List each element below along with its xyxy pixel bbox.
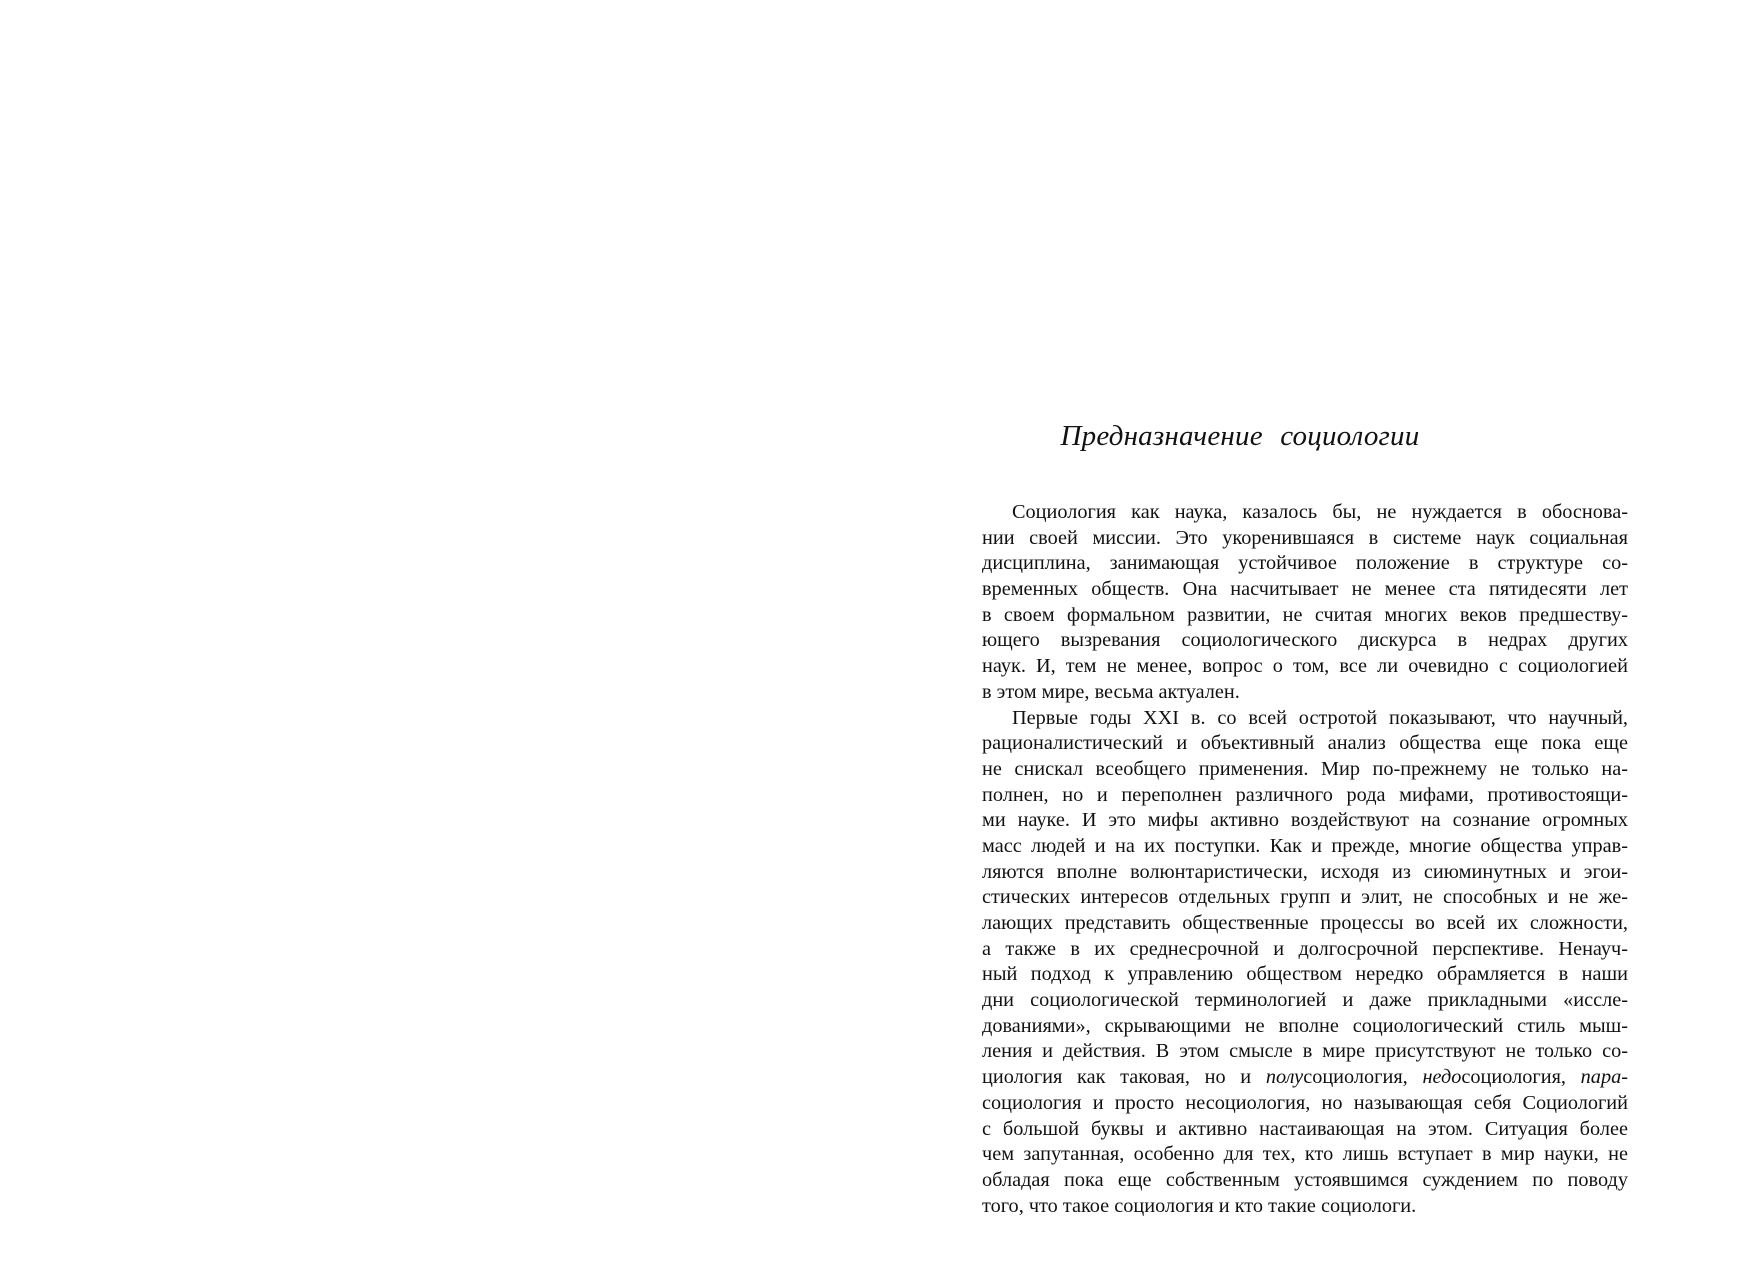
text-segment: социология, bbox=[1303, 1066, 1423, 1089]
text-line bbox=[982, 1065, 1628, 1091]
text-line: обладая пока еще собственным устоявшимся суждением по поводу bbox=[982, 1168, 1628, 1191]
text-line: лающих представить общественные процессы во всей их сложности, bbox=[982, 912, 1628, 934]
italic-prefix: недо bbox=[1422, 1066, 1462, 1089]
text-line: Первые годы XXI в. со всей остротой показывают, что научный, bbox=[1012, 706, 1628, 729]
text-line: а также в их среднесрочной и долгосрочной перспективе. Ненауч- bbox=[982, 937, 1628, 960]
text-line: чем запутанная, особенно для тех, кто лишь вступает в мир науки, не bbox=[982, 1143, 1628, 1166]
body-text bbox=[982, 500, 1628, 1219]
text-line: полнен, но и переполнен различного рода мифами, противостоящи- bbox=[982, 783, 1628, 806]
text-line: масс людей и на их поступки. Как и прежде, многие общества управ- bbox=[982, 834, 1628, 857]
text-line: Социология как наука, казалось бы, не нуждается в обоснова- bbox=[1012, 501, 1628, 523]
text-line: ми науке. И это мифы активно воздействуют на сознание огромных bbox=[982, 809, 1628, 832]
text-line: того, что такое социология и кто такие социологи. bbox=[982, 1194, 1417, 1217]
text-line: ющего вызревания социологического дискурса в недрах других bbox=[982, 629, 1628, 652]
text-segment: циология как таковая, но и bbox=[982, 1066, 1266, 1089]
text-line: в этом мире, весьма актуален. bbox=[982, 680, 1240, 703]
text-line: нии своей миссии. Это укоренившаяся в системе наук социальная bbox=[982, 526, 1628, 549]
italic-prefix: полу bbox=[1265, 1066, 1304, 1089]
text-line: дованиями», скрывающими не вполне социологический стиль мыш- bbox=[982, 1014, 1628, 1037]
text-segment: социология, bbox=[1461, 1066, 1581, 1089]
text-line: ления и действия. В этом смысле в мире присутствуют не только со- bbox=[982, 1040, 1628, 1063]
text-line: ляются вполне волюнтаристически, исходя из сиюминутных и эгои- bbox=[982, 860, 1628, 883]
text-line: не снискал всеобщего применения. Мир по-прежнему не только на- bbox=[982, 757, 1628, 780]
right-page bbox=[870, 0, 1740, 1288]
text-segment: - bbox=[1621, 1066, 1628, 1089]
text-line: дни социологической терминологией и даже прикладными «иссле- bbox=[982, 989, 1628, 1012]
text-line: дисциплина, занимающая устойчивое положение в структуре со- bbox=[982, 552, 1628, 575]
text-line: в своем формальном развитии, не считая многих веков предшеству- bbox=[982, 603, 1628, 626]
italic-prefix: пара bbox=[1580, 1066, 1622, 1089]
text-line: временных обществ. Она насчитывает не менее ста пятидесяти лет bbox=[982, 578, 1628, 601]
text-line: ный подход к управлению обществом нередко обрамляется в наши bbox=[982, 963, 1628, 986]
text-line: стических интересов отдельных групп и элит, не способных и не же- bbox=[982, 886, 1628, 909]
text-line: наук. И, тем не менее, вопрос о том, все ли очевидно с социологией bbox=[982, 655, 1628, 678]
text-line: рационалистический и объективный анализ общества еще пока еще bbox=[982, 732, 1628, 755]
text-line: с большой буквы и активно настаивающая на этом. Ситуация более bbox=[982, 1117, 1628, 1140]
text-line: социология и просто несоциология, но называющая себя Социологий bbox=[982, 1091, 1628, 1114]
page-title: Предназначение социологии bbox=[1060, 420, 1420, 452]
